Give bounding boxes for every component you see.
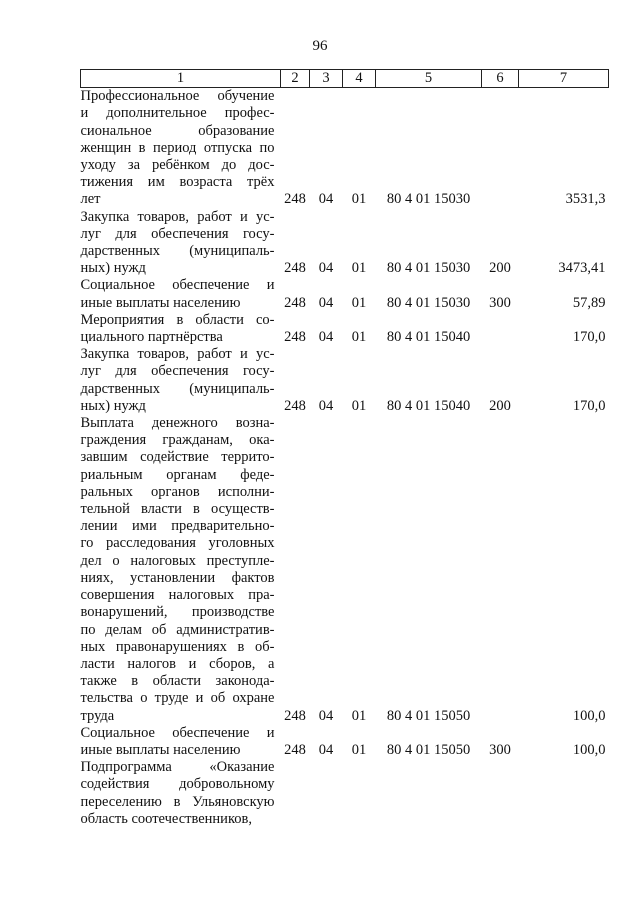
col-header-3: 3 <box>310 70 343 88</box>
description-line: и дополнительное профес- <box>80 105 275 122</box>
table-row <box>81 346 609 415</box>
row-description <box>81 209 281 278</box>
description-line: циального партнёрства <box>80 329 223 346</box>
description-line: переселению в Ульяновскую <box>80 793 275 810</box>
cell-admin-code: 248 <box>284 294 306 311</box>
description-line: Социальное обеспечение и <box>80 277 275 294</box>
description-line: дарственных (муниципаль- <box>80 243 275 260</box>
description-line: лет <box>80 191 101 208</box>
cell-expense-type: 300 <box>489 741 511 758</box>
cell-amount: 100,0 <box>572 741 606 758</box>
description-line: ных) нужд <box>80 260 146 277</box>
table-row <box>81 209 609 278</box>
cell-target-article: 80 4 01 15040 <box>386 329 471 346</box>
cell-admin-code: 248 <box>284 397 306 414</box>
cell-subsection: 01 <box>351 191 367 208</box>
description-line: тельства о труде и об охране <box>80 690 275 707</box>
cell-subsection: 01 <box>351 741 367 758</box>
cell-subsection: 01 <box>351 707 367 724</box>
row-description <box>81 725 281 759</box>
description-line: Закупка товаров, работ и ус- <box>80 208 275 225</box>
description-line: тельной власти в осуществ- <box>80 501 275 518</box>
cell-section: 04 <box>318 329 334 346</box>
row-description <box>81 88 281 209</box>
cell-subsection: 01 <box>351 294 367 311</box>
cell-subsection: 01 <box>351 329 367 346</box>
cell-target-article: 80 4 01 15030 <box>386 294 471 311</box>
table-row <box>81 759 609 828</box>
description-line: риальным органам феде- <box>80 466 275 483</box>
cell-admin-code: 248 <box>284 191 306 208</box>
description-line: совершения налоговых пра- <box>80 587 275 604</box>
description-line: иные выплаты населению <box>80 741 241 758</box>
cell-expense-type: 200 <box>489 260 511 277</box>
description-line: го расследования уголовных <box>80 535 275 552</box>
cell-expense-type <box>482 415 519 725</box>
cell-amount: 170,0 <box>572 329 606 346</box>
description-line: луг для обеспечения госу- <box>80 225 275 242</box>
cell-section: 04 <box>318 707 334 724</box>
table-row <box>81 277 609 311</box>
cell-target-article <box>376 759 482 828</box>
row-description <box>81 759 281 828</box>
description-line: по делам об административ- <box>80 621 275 638</box>
description-line: Социальное обеспечение и <box>80 724 275 741</box>
description-line: Профессиональное обучение <box>80 88 275 105</box>
cell-amount: 3473,41 <box>558 260 606 277</box>
col-header-2: 2 <box>281 70 310 88</box>
cell-target-article: 80 4 01 15030 <box>386 191 471 208</box>
description-line: Мероприятия в области со- <box>80 311 275 328</box>
cell-target-article: 80 4 01 15040 <box>386 397 471 414</box>
description-line: Закупка товаров, работ и ус- <box>80 346 275 363</box>
description-line: женщин в период отпуска по <box>80 139 275 156</box>
cell-target-article: 80 4 01 15030 <box>386 260 471 277</box>
row-description <box>81 312 281 346</box>
cell-amount <box>519 759 609 828</box>
budget-table <box>80 69 609 828</box>
row-description <box>81 346 281 415</box>
table-row <box>81 88 609 209</box>
cell-section: 04 <box>318 260 334 277</box>
page-number: 96 <box>312 38 328 54</box>
description-line: Выплата денежного возна- <box>80 415 275 432</box>
description-line: ласти налогов и сборов, а <box>80 655 275 672</box>
cell-amount: 57,89 <box>572 294 606 311</box>
description-line: труда <box>80 707 115 724</box>
description-line: иные выплаты населению <box>80 294 241 311</box>
col-header-4: 4 <box>343 70 376 88</box>
description-line: ниях, установлении фактов <box>80 569 275 586</box>
row-description <box>81 277 281 311</box>
description-line: область соотечественников, <box>80 810 252 827</box>
cell-target-article: 80 4 01 15050 <box>386 707 471 724</box>
description-line: ных правонарушениях в об- <box>80 638 275 655</box>
col-header-6: 6 <box>482 70 519 88</box>
description-line: Подпрограмма «Оказание <box>80 759 275 776</box>
description-line: вонарушений, производстве <box>80 604 275 621</box>
cell-admin-code: 248 <box>284 260 306 277</box>
table-row <box>81 312 609 346</box>
description-line: ральных органов исполни- <box>80 483 275 500</box>
cell-subsection <box>343 759 376 828</box>
cell-expense-type <box>482 88 519 209</box>
cell-subsection: 01 <box>351 260 367 277</box>
cell-expense-type: 300 <box>489 294 511 311</box>
description-line: луг для обеспечения госу- <box>80 363 275 380</box>
description-line: уходу за ребёнком до дос- <box>80 157 275 174</box>
cell-admin-code: 248 <box>284 707 306 724</box>
cell-expense-type <box>482 759 519 828</box>
description-line: лении ими предварительно- <box>80 518 275 535</box>
cell-amount: 3531,3 <box>565 191 606 208</box>
cell-admin-code: 248 <box>284 741 306 758</box>
cell-target-article: 80 4 01 15050 <box>386 741 471 758</box>
description-line: тижения им возраста трёх <box>80 174 275 191</box>
cell-section: 04 <box>318 294 334 311</box>
description-line: дел о налоговых преступле- <box>80 552 275 569</box>
description-line: дарственных (муниципаль- <box>80 380 275 397</box>
cell-section: 04 <box>318 397 334 414</box>
description-line: сиональное образование <box>80 122 275 139</box>
table-row <box>81 415 609 725</box>
cell-section: 04 <box>318 191 334 208</box>
description-line: также в области законода- <box>80 673 275 690</box>
cell-expense-type: 200 <box>489 397 511 414</box>
cell-admin-code: 248 <box>284 329 306 346</box>
description-line: содействия добровольному <box>80 776 275 793</box>
cell-section <box>310 759 343 828</box>
col-header-5: 5 <box>376 70 482 88</box>
cell-section: 04 <box>318 741 334 758</box>
header-row <box>81 70 609 88</box>
col-header-1: 1 <box>81 70 281 88</box>
row-description <box>81 415 281 725</box>
cell-admin-code <box>281 759 310 828</box>
col-header-7: 7 <box>519 70 609 88</box>
description-line: завшим содействие террито- <box>80 449 275 466</box>
cell-expense-type <box>482 312 519 346</box>
cell-amount: 170,0 <box>572 397 606 414</box>
table-row <box>81 725 609 759</box>
description-line: граждения гражданам, ока- <box>80 432 275 449</box>
cell-amount: 100,0 <box>572 707 606 724</box>
description-line: ных) нужд <box>80 397 146 414</box>
cell-subsection: 01 <box>351 397 367 414</box>
